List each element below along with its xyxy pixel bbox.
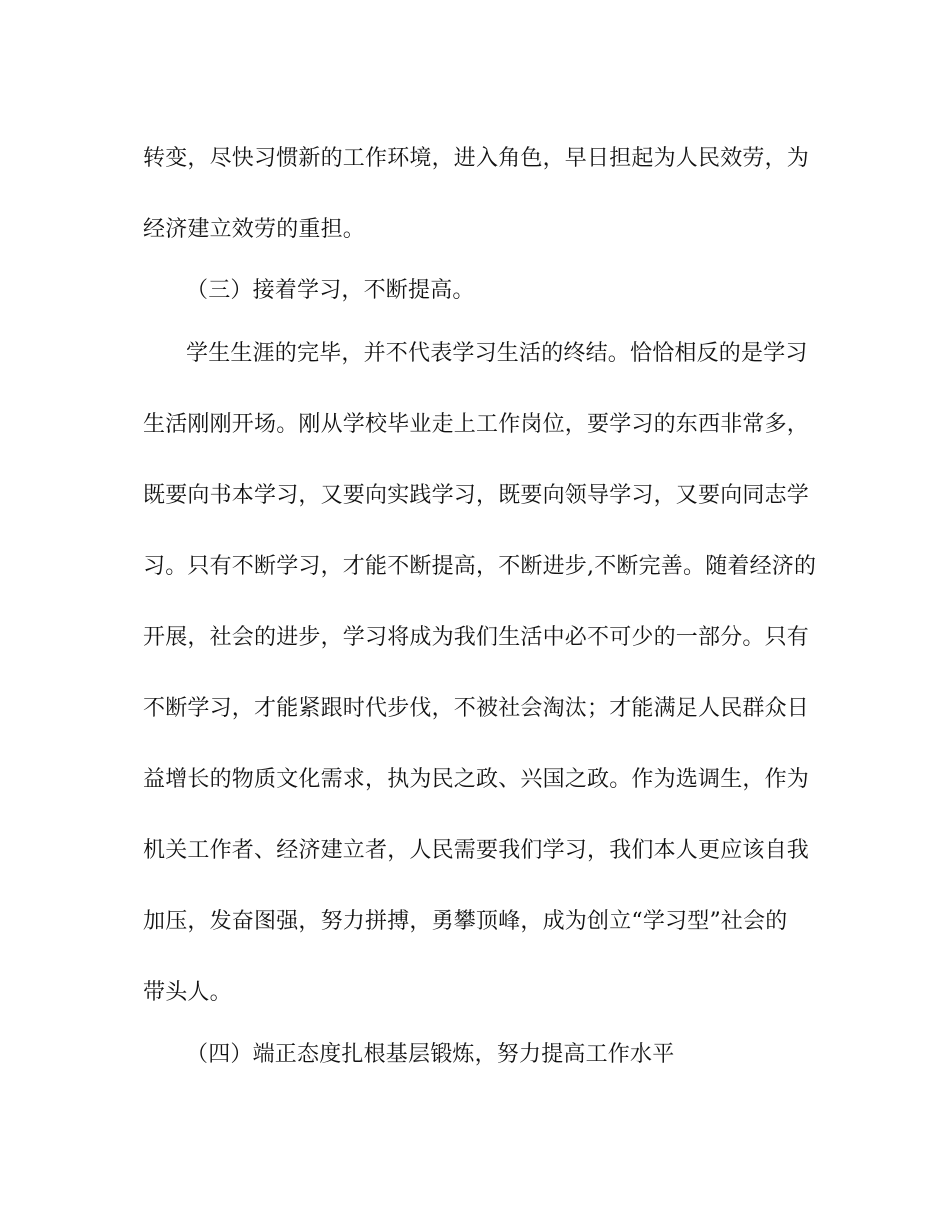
text-line: 开展，社会的进步，学习将成为我们生活中必不可少的一部分。只有 [143, 625, 810, 650]
text-line: 既要向书本学习，又要向实践学习，既要向领导学习，又要向同志学 [143, 483, 810, 508]
text-line: 转变，尽快习惯新的工作环境，进入角色，早日担起为人民效劳，为 [143, 146, 810, 171]
section-heading: （三）接着学习，不断提高。 [186, 278, 475, 303]
text-line: 带头人。 [143, 980, 232, 1005]
text-line: 习。只有不断学习，才能不断提高，不断进步,不断完善。随着经济的 [143, 554, 817, 579]
text-line: 生活刚刚开场。刚从学校毕业走上工作岗位，要学习的东西非常多， [143, 412, 810, 437]
text-line: 不断学习，才能紧跟时代步伐，不被社会淘汰；才能满足人民群众日 [143, 696, 810, 721]
section-heading: （四）端正态度扎根基层锻炼，努力提高工作水平 [186, 1042, 675, 1067]
text-line: 经济建立效劳的重担。 [143, 217, 366, 242]
text-line: 加压，发奋图强，努力拼搏，勇攀顶峰，成为创立“学习型”社会的 [143, 909, 788, 934]
text-line: 益增长的物质文化需求，执为民之政、兴国之政。作为选调生，作为 [143, 767, 810, 792]
text-line: 机关工作者、经济建立者，人民需要我们学习，我们本人更应该自我 [143, 838, 810, 863]
paragraph-first-line: 学生生涯的完毕，并不代表学习生活的终结。恰恰相反的是学习 [186, 341, 808, 366]
